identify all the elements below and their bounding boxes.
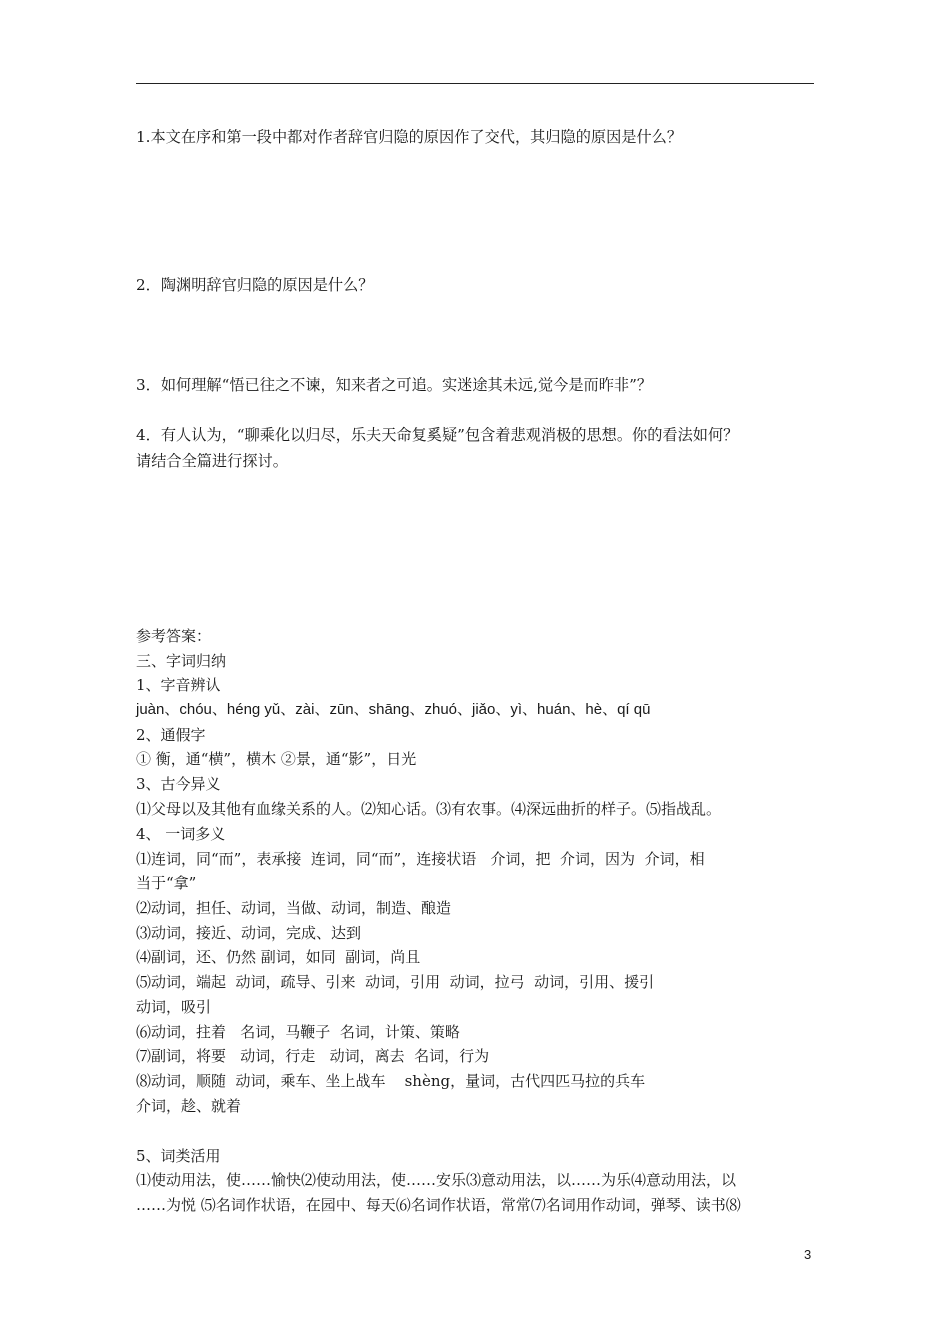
- pronunciation-line: juàn、chóu、héng yǔ、zài、zūn、shāng、zhuó、jiǎo、yì、huán、hè、qí qū: [136, 701, 651, 718]
- yici-title: 4、 一词多义: [136, 825, 226, 843]
- yici-line: ⑹动词，拄着 名词，马鞭子 名词，计策、策略: [136, 1023, 460, 1041]
- tongjia-title: 2、通假字: [136, 726, 206, 744]
- cilei-title: 5、词类活用: [136, 1147, 221, 1165]
- yici-line: 介词，趁、就着: [136, 1097, 242, 1115]
- cilei-line: ⑴使动用法，使……愉快⑵使动用法，使……安乐⑶意动用法，以……为乐⑷意动用法，以: [136, 1171, 737, 1189]
- question-1: 1.本文在序和第一段中都对作者辞官归隐的原因作了交代，其归隐的原因是什么？: [136, 128, 683, 146]
- cilei-line: ……为悦 ⑸名词作状语，在园中、每天⑹名词作状语，常常⑺名词用作动词，弹琴、读书⑻: [136, 1196, 741, 1214]
- answers-heading: 参考答案：: [136, 627, 212, 645]
- yici-line: ⑵动词，担任、动词，当做、动词，制造、酿造: [136, 899, 452, 917]
- gujin-title: 3、古今异义: [136, 775, 221, 793]
- page-number: 3: [804, 1247, 812, 1262]
- yici-line: ⑻动词，顺随 动词，乘车、坐上战车 shèng，量词，古代四匹马拉的兵车: [136, 1072, 646, 1090]
- tongjia-line: ① 衡，通“横”，横木 ②景，通“影”，日光: [136, 750, 417, 768]
- gujin-line: ⑴父母以及其他有血缘关系的人。⑵知心话。⑶有农事。⑷深远曲折的样子。⑸指战乱。: [136, 800, 722, 818]
- yici-line: ⑶动词，接近、动词，完成、达到: [136, 924, 362, 942]
- yici-line: ⑺副词，将要 动词，行走 动词，离去 名词，行为: [136, 1047, 490, 1065]
- question-4-line-1: 4．有人认为，“聊乘化以归尽，乐夫天命复奚疑”包含着悲观消极的思想。你的看法如何？: [136, 426, 739, 444]
- pronunciation-title: 1、字音辨认: [136, 676, 221, 694]
- yici-line: ⑷副词，还、仍然 副词，如同 副词，尚且: [136, 948, 421, 966]
- yici-line: ⑸动词，端起 动词，疏导、引来 动词，引用 动词，拉弓 动词，引用、援引: [136, 973, 655, 991]
- header-rule: [136, 83, 814, 84]
- section-title: 三、字词归纳: [136, 652, 227, 670]
- question-2: 2．陶渊明辞官归隐的原因是什么？: [136, 276, 374, 294]
- yici-line: 当于“拿”: [136, 874, 197, 892]
- question-3: 3．如何理解“悟已往之不谏，知来者之可追。实迷途其未远,觉今是而昨非”？: [136, 376, 653, 394]
- yici-line: ⑴连词，同“而”，表承接 连词，同“而”，连接状语 介词，把 介词，因为 介词，相: [136, 850, 705, 868]
- yici-line: 动词，吸引: [136, 998, 212, 1016]
- question-4-line-2: 请结合全篇进行探讨。: [136, 452, 288, 470]
